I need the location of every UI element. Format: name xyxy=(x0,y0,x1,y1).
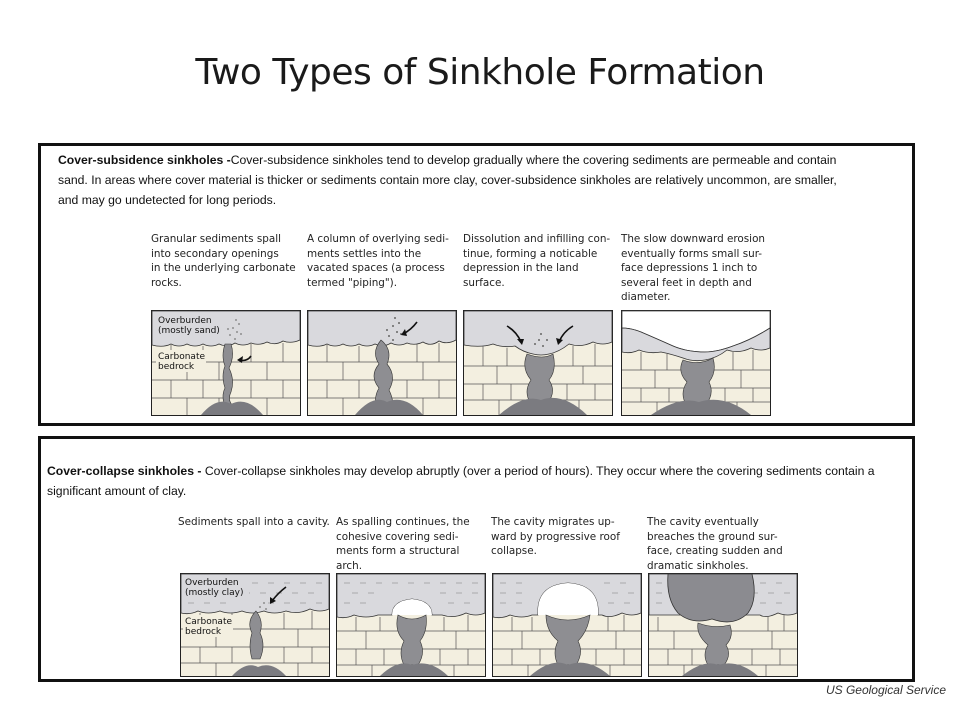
collapse-diagram-3 xyxy=(492,573,642,677)
cover-collapse-heading: Cover-collapse sinkholes - xyxy=(47,464,202,478)
slide-title: Two Types of Sinkhole Formation xyxy=(195,52,765,93)
collapse-overburden-label-line2: (mostly clay) xyxy=(185,588,244,598)
cover-collapse-panel xyxy=(38,436,915,682)
collapse-bedrock-label-line2: bedrock xyxy=(185,627,222,637)
cover-collapse-description xyxy=(47,461,907,501)
subsidence-step-4-caption: The slow downward erosion eventually forms small sur- face depressions 1 inch to several feet in depth and diameter. xyxy=(621,233,766,304)
collapse-bedrock-label-line1: Carbonate xyxy=(185,617,233,627)
collapse-step-4-caption: The cavity eventually breaches the ground sur- face, creating sudden and dramatic sinkholes. xyxy=(647,516,783,572)
source-credit: US Geological Service xyxy=(825,683,946,697)
collapse-step-1-caption: Sediments spall into a cavity. xyxy=(178,516,330,528)
collapse-diagram-1 xyxy=(180,573,330,677)
subsidence-step-3-caption: Dissolution and infilling con- tinue, forming a noticable depression in the land surface. xyxy=(463,233,611,289)
bedrock-label-line2: bedrock xyxy=(158,362,195,372)
subsidence-diagram-1 xyxy=(151,310,301,416)
collapse-step-3-caption: The cavity migrates up- ward by progressive roof collapse. xyxy=(491,516,620,558)
collapse-overburden-label-line1: Overburden xyxy=(185,578,239,588)
subsidence-diagram-2 xyxy=(307,310,457,416)
cover-subsidence-description xyxy=(58,150,848,210)
subsidence-step-1-caption: Granular sediments spall into secondary openings in the underlying carbonate rocks. xyxy=(151,233,296,289)
collapse-step-2-caption: As spalling continues, the cohesive covering sedi- ments form a structural arch. xyxy=(336,516,470,572)
cover-collapse-text: Cover-collapse sinkholes may develop abruptly (over a period of hours). They occur where the covering sediments contain a significant amount of clay. xyxy=(47,464,875,498)
subsidence-diagram-4 xyxy=(621,310,771,416)
collapse-diagram-4 xyxy=(648,573,798,677)
overburden-label-line1: Overburden xyxy=(158,316,212,326)
subsidence-step-2-caption: A column of overlying sedi- ments settles into the vacated spaces (a process termed "piping"). xyxy=(307,233,449,289)
bedrock-label-line1: Carbonate xyxy=(158,352,206,362)
overburden-label-line2: (mostly sand) xyxy=(158,326,220,336)
cover-subsidence-panel xyxy=(38,143,915,426)
cover-subsidence-text: Cover-subsidence sinkholes tend to develop gradually where the covering sediments are permeable and contain sand. In areas where cover material is thicker or sediments contain more clay, cover-subsidence sinkholes are relatively uncommon, are smaller, and may go undetected for long periods. xyxy=(58,153,837,207)
subsidence-diagram-3 xyxy=(463,310,613,416)
collapse-diagram-2 xyxy=(336,573,486,677)
cover-subsidence-heading: Cover-subsidence sinkholes - xyxy=(58,153,231,167)
